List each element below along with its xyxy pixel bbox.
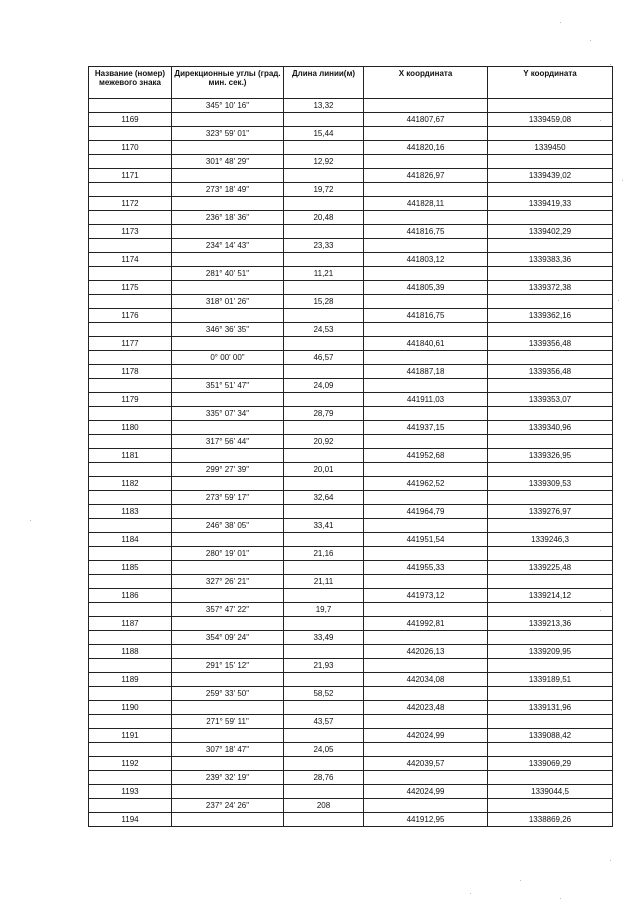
line-length: 20,92	[284, 435, 364, 449]
table-row	[89, 435, 613, 449]
table-row	[89, 701, 613, 715]
x-coordinate: 441816,75	[364, 225, 488, 239]
direction-angle: 271° 59' 11"	[172, 715, 284, 729]
point-number: 1184	[89, 533, 172, 547]
x-coordinate: 442026,13	[364, 645, 488, 659]
direction-angle: 335° 07' 34"	[172, 407, 284, 421]
direction-angle: 246° 38' 05"	[172, 519, 284, 533]
table-row	[89, 505, 613, 519]
table-row	[89, 715, 613, 729]
point-number: 1177	[89, 337, 172, 351]
scan-speck	[560, 898, 561, 899]
y-coordinate: 1339213,36	[488, 617, 613, 631]
header-point-name: Название (номер) межевого знака	[89, 67, 172, 99]
x-coordinate: 441955,33	[364, 561, 488, 575]
y-coordinate: 1339246,3	[488, 533, 613, 547]
y-coordinate: 1339326,95	[488, 449, 613, 463]
table-row	[89, 351, 613, 365]
y-coordinate: 1339276,97	[488, 505, 613, 519]
direction-angle: 234° 14' 43"	[172, 239, 284, 253]
coordinates-table	[88, 66, 613, 827]
line-length: 20,48	[284, 211, 364, 225]
y-coordinate: 1339383,36	[488, 253, 613, 267]
direction-angle: 307° 18' 47"	[172, 743, 284, 757]
direction-angle: 236° 18' 36"	[172, 211, 284, 225]
line-length: 33,41	[284, 519, 364, 533]
direction-angle: 354° 09' 24"	[172, 631, 284, 645]
line-length: 12,92	[284, 155, 364, 169]
scan-speck	[600, 610, 601, 611]
direction-angle: 0° 00' 00"	[172, 351, 284, 365]
table-row	[89, 547, 613, 561]
table-row	[89, 463, 613, 477]
table-row	[89, 673, 613, 687]
table-row	[89, 197, 613, 211]
line-length: 13,32	[284, 99, 364, 113]
y-coordinate: 1339214,12	[488, 589, 613, 603]
x-coordinate: 441820,16	[364, 141, 488, 155]
x-coordinate: 441816,75	[364, 309, 488, 323]
line-length: 23,33	[284, 239, 364, 253]
point-number: 1172	[89, 197, 172, 211]
point-number: 1185	[89, 561, 172, 575]
point-number: 1173	[89, 225, 172, 239]
table-row	[89, 645, 613, 659]
table-row	[89, 211, 613, 225]
x-coordinate: 441805,39	[364, 281, 488, 295]
line-length: 15,28	[284, 295, 364, 309]
x-coordinate: 441840,61	[364, 337, 488, 351]
table-row	[89, 477, 613, 491]
y-coordinate: 1339372,38	[488, 281, 613, 295]
table-row	[89, 421, 613, 435]
y-coordinate: 1339356,48	[488, 337, 613, 351]
direction-angle: 273° 59' 17"	[172, 491, 284, 505]
x-coordinate: 441962,52	[364, 477, 488, 491]
table-body	[89, 99, 613, 827]
table-row	[89, 771, 613, 785]
table-row	[89, 141, 613, 155]
x-coordinate: 441807,67	[364, 113, 488, 127]
point-number: 1193	[89, 785, 172, 799]
table-row	[89, 365, 613, 379]
y-coordinate: 1339353,07	[488, 393, 613, 407]
table-row	[89, 239, 613, 253]
direction-angle: 259° 33' 50"	[172, 687, 284, 701]
scan-speck	[610, 64, 611, 65]
x-coordinate: 441912,95	[364, 813, 488, 827]
table-row	[89, 519, 613, 533]
x-coordinate: 441826,97	[364, 169, 488, 183]
y-coordinate: 1339088,42	[488, 729, 613, 743]
table-row	[89, 393, 613, 407]
x-coordinate: 441952,68	[364, 449, 488, 463]
direction-angle: 301° 48' 29"	[172, 155, 284, 169]
x-coordinate: 441973,12	[364, 589, 488, 603]
x-coordinate: 442024,99	[364, 785, 488, 799]
point-number: 1183	[89, 505, 172, 519]
point-number: 1174	[89, 253, 172, 267]
table-row	[89, 407, 613, 421]
table-row	[89, 183, 613, 197]
table-row	[89, 687, 613, 701]
x-coordinate: 441911,03	[364, 393, 488, 407]
line-length: 28,79	[284, 407, 364, 421]
table-header-row	[89, 67, 613, 99]
line-length: 20,01	[284, 463, 364, 477]
point-number: 1186	[89, 589, 172, 603]
table-row	[89, 799, 613, 813]
x-coordinate: 442023,48	[364, 701, 488, 715]
y-coordinate: 1339356,48	[488, 365, 613, 379]
table-row	[89, 309, 613, 323]
line-length: 11,21	[284, 267, 364, 281]
direction-angle: 351° 51' 47"	[172, 379, 284, 393]
table-row	[89, 743, 613, 757]
x-coordinate: 442039,57	[364, 757, 488, 771]
table-row	[89, 617, 613, 631]
table-row	[89, 561, 613, 575]
y-coordinate: 1339044,5	[488, 785, 613, 799]
table-row	[89, 127, 613, 141]
y-coordinate: 1339225,48	[488, 561, 613, 575]
x-coordinate: 441828,11	[364, 197, 488, 211]
direction-angle: 345° 10' 16"	[172, 99, 284, 113]
table-row	[89, 169, 613, 183]
line-length: 46,57	[284, 351, 364, 365]
scan-speck	[610, 860, 611, 861]
direction-angle: 299° 27' 39"	[172, 463, 284, 477]
y-coordinate: 1339419,33	[488, 197, 613, 211]
scan-speck	[560, 22, 561, 23]
line-length: 33,49	[284, 631, 364, 645]
direction-angle: 327° 26' 21"	[172, 575, 284, 589]
direction-angle: 281° 40' 51"	[172, 267, 284, 281]
table-row	[89, 99, 613, 113]
table-row	[89, 113, 613, 127]
point-number: 1178	[89, 365, 172, 379]
line-length: 43,57	[284, 715, 364, 729]
table-row	[89, 281, 613, 295]
direction-angle: 323° 59' 01"	[172, 127, 284, 141]
point-number: 1194	[89, 813, 172, 827]
direction-angle: 237° 24' 26"	[172, 799, 284, 813]
scan-speck	[600, 120, 601, 121]
table-row	[89, 225, 613, 239]
direction-angle: 346° 36' 35"	[172, 323, 284, 337]
scan-speck	[590, 40, 591, 41]
line-length: 24,53	[284, 323, 364, 337]
x-coordinate: 442034,08	[364, 673, 488, 687]
point-number: 1187	[89, 617, 172, 631]
table-row	[89, 323, 613, 337]
point-number: 1180	[89, 421, 172, 435]
point-number: 1181	[89, 449, 172, 463]
line-length: 21,16	[284, 547, 364, 561]
point-number: 1182	[89, 477, 172, 491]
header-y-coordinate: Y координата	[488, 67, 613, 99]
y-coordinate: 1339340,96	[488, 421, 613, 435]
table-row	[89, 379, 613, 393]
point-number: 1169	[89, 113, 172, 127]
y-coordinate: 1339069,29	[488, 757, 613, 771]
table-row	[89, 575, 613, 589]
table-row	[89, 253, 613, 267]
table-row	[89, 491, 613, 505]
table-row	[89, 631, 613, 645]
x-coordinate: 442024,99	[364, 729, 488, 743]
line-length: 28,76	[284, 771, 364, 785]
line-length: 15,44	[284, 127, 364, 141]
point-number: 1175	[89, 281, 172, 295]
x-coordinate: 441887,18	[364, 365, 488, 379]
y-coordinate: 1339439,02	[488, 169, 613, 183]
table-row	[89, 155, 613, 169]
scan-speck	[30, 520, 31, 521]
header-x-coordinate: X координата	[364, 67, 488, 99]
direction-angle: 318° 01' 26"	[172, 295, 284, 309]
point-number: 1171	[89, 169, 172, 183]
table-row	[89, 729, 613, 743]
point-number: 1191	[89, 729, 172, 743]
point-number: 1190	[89, 701, 172, 715]
line-length: 21,93	[284, 659, 364, 673]
table-row	[89, 785, 613, 799]
scan-speck	[622, 180, 623, 181]
direction-angle: 273° 18' 49"	[172, 183, 284, 197]
table-row	[89, 533, 613, 547]
line-length: 21,11	[284, 575, 364, 589]
direction-angle: 357° 47' 22"	[172, 603, 284, 617]
x-coordinate: 441951,54	[364, 533, 488, 547]
x-coordinate: 441992,81	[364, 617, 488, 631]
table-row	[89, 757, 613, 771]
header-direction-angle: Дирекционные углы (град. мин. сек.)	[172, 67, 284, 99]
table-row	[89, 659, 613, 673]
point-number: 1192	[89, 757, 172, 771]
x-coordinate: 441937,15	[364, 421, 488, 435]
line-length: 32,64	[284, 491, 364, 505]
table-row	[89, 449, 613, 463]
y-coordinate: 1339309,53	[488, 477, 613, 491]
direction-angle: 239° 32' 19"	[172, 771, 284, 785]
x-coordinate: 441803,12	[364, 253, 488, 267]
y-coordinate: 1338869,26	[488, 813, 613, 827]
y-coordinate: 1339362,16	[488, 309, 613, 323]
direction-angle: 280° 19' 01"	[172, 547, 284, 561]
table-row	[89, 267, 613, 281]
line-length: 24,05	[284, 743, 364, 757]
point-number: 1189	[89, 673, 172, 687]
y-coordinate: 1339402,29	[488, 225, 613, 239]
table-row	[89, 603, 613, 617]
table-row	[89, 589, 613, 603]
point-number: 1176	[89, 309, 172, 323]
x-coordinate: 441964,79	[364, 505, 488, 519]
y-coordinate: 1339459,08	[488, 113, 613, 127]
y-coordinate: 1339131,96	[488, 701, 613, 715]
y-coordinate: 1339450	[488, 141, 613, 155]
line-length: 58,52	[284, 687, 364, 701]
header-line-length: Длина линии(м)	[284, 67, 364, 99]
y-coordinate: 1339209,95	[488, 645, 613, 659]
line-length: 24,09	[284, 379, 364, 393]
point-number: 1188	[89, 645, 172, 659]
scan-speck	[470, 893, 471, 894]
point-number: 1170	[89, 141, 172, 155]
line-length: 19,7	[284, 603, 364, 617]
scan-speck	[520, 880, 521, 881]
table-row	[89, 813, 613, 827]
table-row	[89, 337, 613, 351]
direction-angle: 291° 15' 12"	[172, 659, 284, 673]
y-coordinate: 1339189,51	[488, 673, 613, 687]
direction-angle: 317° 56' 44"	[172, 435, 284, 449]
line-length: 19,72	[284, 183, 364, 197]
table-row	[89, 295, 613, 309]
scan-speck	[618, 300, 619, 301]
point-number: 1179	[89, 393, 172, 407]
line-length: 208	[284, 799, 364, 813]
